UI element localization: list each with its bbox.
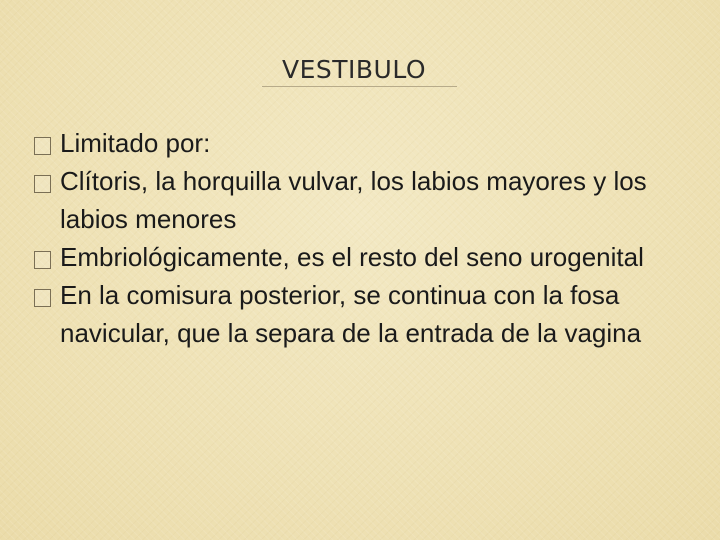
bullet-item [34,162,694,238]
bullet-item [34,276,694,352]
bullet-item [34,124,694,162]
square-bullet-icon [34,175,51,193]
bullet-text: En la comisura posterior, se continua con la fosa navicular, que la separa de la entrada de la vagina [60,280,642,348]
square-bullet-icon [34,137,51,155]
bullet-item [34,238,694,276]
bullet-text: Limitado por: [60,128,211,158]
square-bullet-icon [34,289,51,307]
bullet-list [34,124,694,352]
bullet-text: Embriológicamente, es el resto del seno urogenital [60,242,644,272]
bullet-text: Clítoris, la horquilla vulvar, los labios mayores y los labios menores [60,166,647,234]
slide-title: VESTIBULO [282,55,427,84]
square-bullet-icon [34,251,51,269]
title-underline [262,86,457,87]
